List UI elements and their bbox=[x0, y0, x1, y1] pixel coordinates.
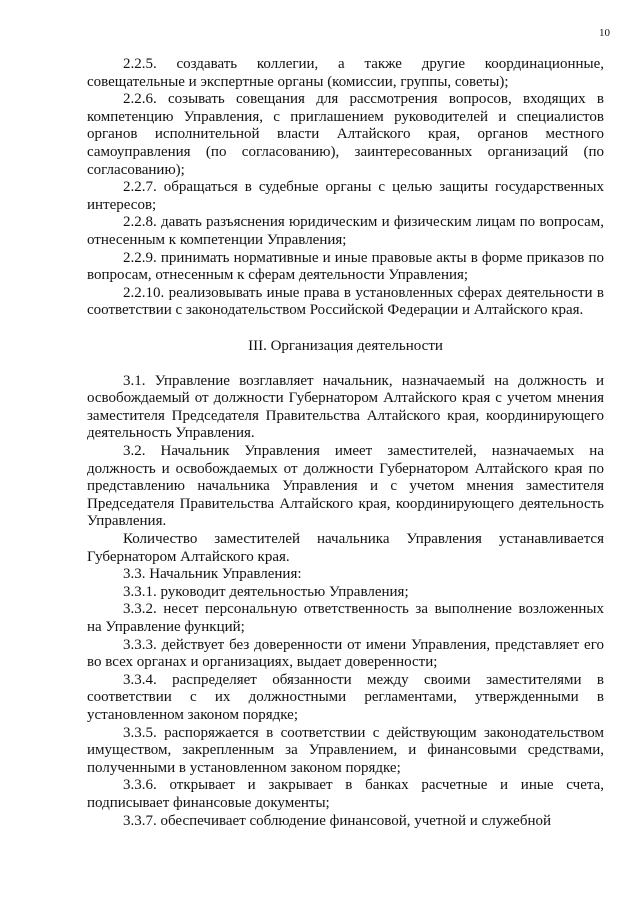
blank-line bbox=[87, 320, 604, 338]
paragraph: 3.3.1. руководит деятельностью Управления; bbox=[123, 583, 409, 600]
paragraph: 3.3.6. открывает и закрывает в банках расчетные и иные счета, подписывает финансовые документы; bbox=[87, 777, 604, 811]
paragraph: 2.2.10. реализовывать иные права в установленных сферах деятельности в соответствии с законодательством Российской Федерации и Алтайского края. bbox=[87, 284, 604, 319]
paragraph: 2.2.6. созывать совещания для рассмотрения вопросов, входящих в компетенцию Управления, с приглашением руководителей и специалистов органов исполнительной власти Алтайского края, органов местного самоуправления (по согласованию), заинтересованных организаций (по согласованию); bbox=[87, 91, 604, 178]
section-heading: III. Организация деятельности bbox=[248, 337, 443, 354]
page-number: 10 bbox=[599, 27, 610, 39]
paragraph: 3.3.2. несет персональную ответственность за выполнение возложенных на Управление функций; bbox=[87, 601, 604, 635]
blank-line bbox=[87, 355, 604, 373]
paragraph: 3.3. Начальник Управления: bbox=[123, 566, 302, 583]
paragraph: 3.3.3. действует без доверенности от имени Управления, представляет его во всех органах и организациях, выдает доверенности; bbox=[87, 636, 604, 671]
paragraph: Количество заместителей начальника Управления устанавливается Губернатором Алтайского края. bbox=[87, 531, 604, 565]
paragraph: 3.3.7. обеспечивает соблюдение финансовой, учетной и служебной bbox=[123, 812, 552, 829]
paragraph: 2.2.9. принимать нормативные и иные правовые акты в форме приказов по вопросам, отнесенным к сферам деятельности Управления; bbox=[87, 249, 604, 284]
paragraph: 3.2. Начальник Управления имеет заместителей, назначаемых на должность и освобождаемых от должности Губернатором Алтайского края по представлению начальника Управления и с учетом мнения заместителя Председателя Правительства Алтайского края, координирующего деятельность Управления. bbox=[87, 443, 604, 530]
paragraph: 2.2.7. обращаться в судебные органы с целью защиты государственных интересов; bbox=[87, 179, 604, 213]
paragraph: 2.2.8. давать разъяснения юридическим и физическим лицам по вопросам, отнесенным к компетенции Управления; bbox=[87, 214, 604, 248]
paragraph: 3.1. Управление возглавляет начальник, назначаемый на должность и освобождаемый от должности Губернатором Алтайского края с учетом мнения заместителя Председателя Правительства Алтайского края, координирующего деятельность Управления. bbox=[87, 372, 604, 442]
paragraph: 3.3.5. распоряжается в соответствии с действующим законодательством имуществом, закрепленным за Управлением, и финансовыми средствами, полученными в установленном законом порядке; bbox=[87, 724, 604, 776]
document-body bbox=[87, 56, 604, 830]
paragraph: 3.3.4. распределяет обязанности между своими заместителями в соответствии с их должностными регламентами, утвержденными в установленном законом порядке; bbox=[87, 671, 604, 723]
paragraph: 2.2.5. создавать коллегии, а также другие координационные, совещательные и экспертные органы (комиссии, группы, советы); bbox=[87, 56, 604, 90]
